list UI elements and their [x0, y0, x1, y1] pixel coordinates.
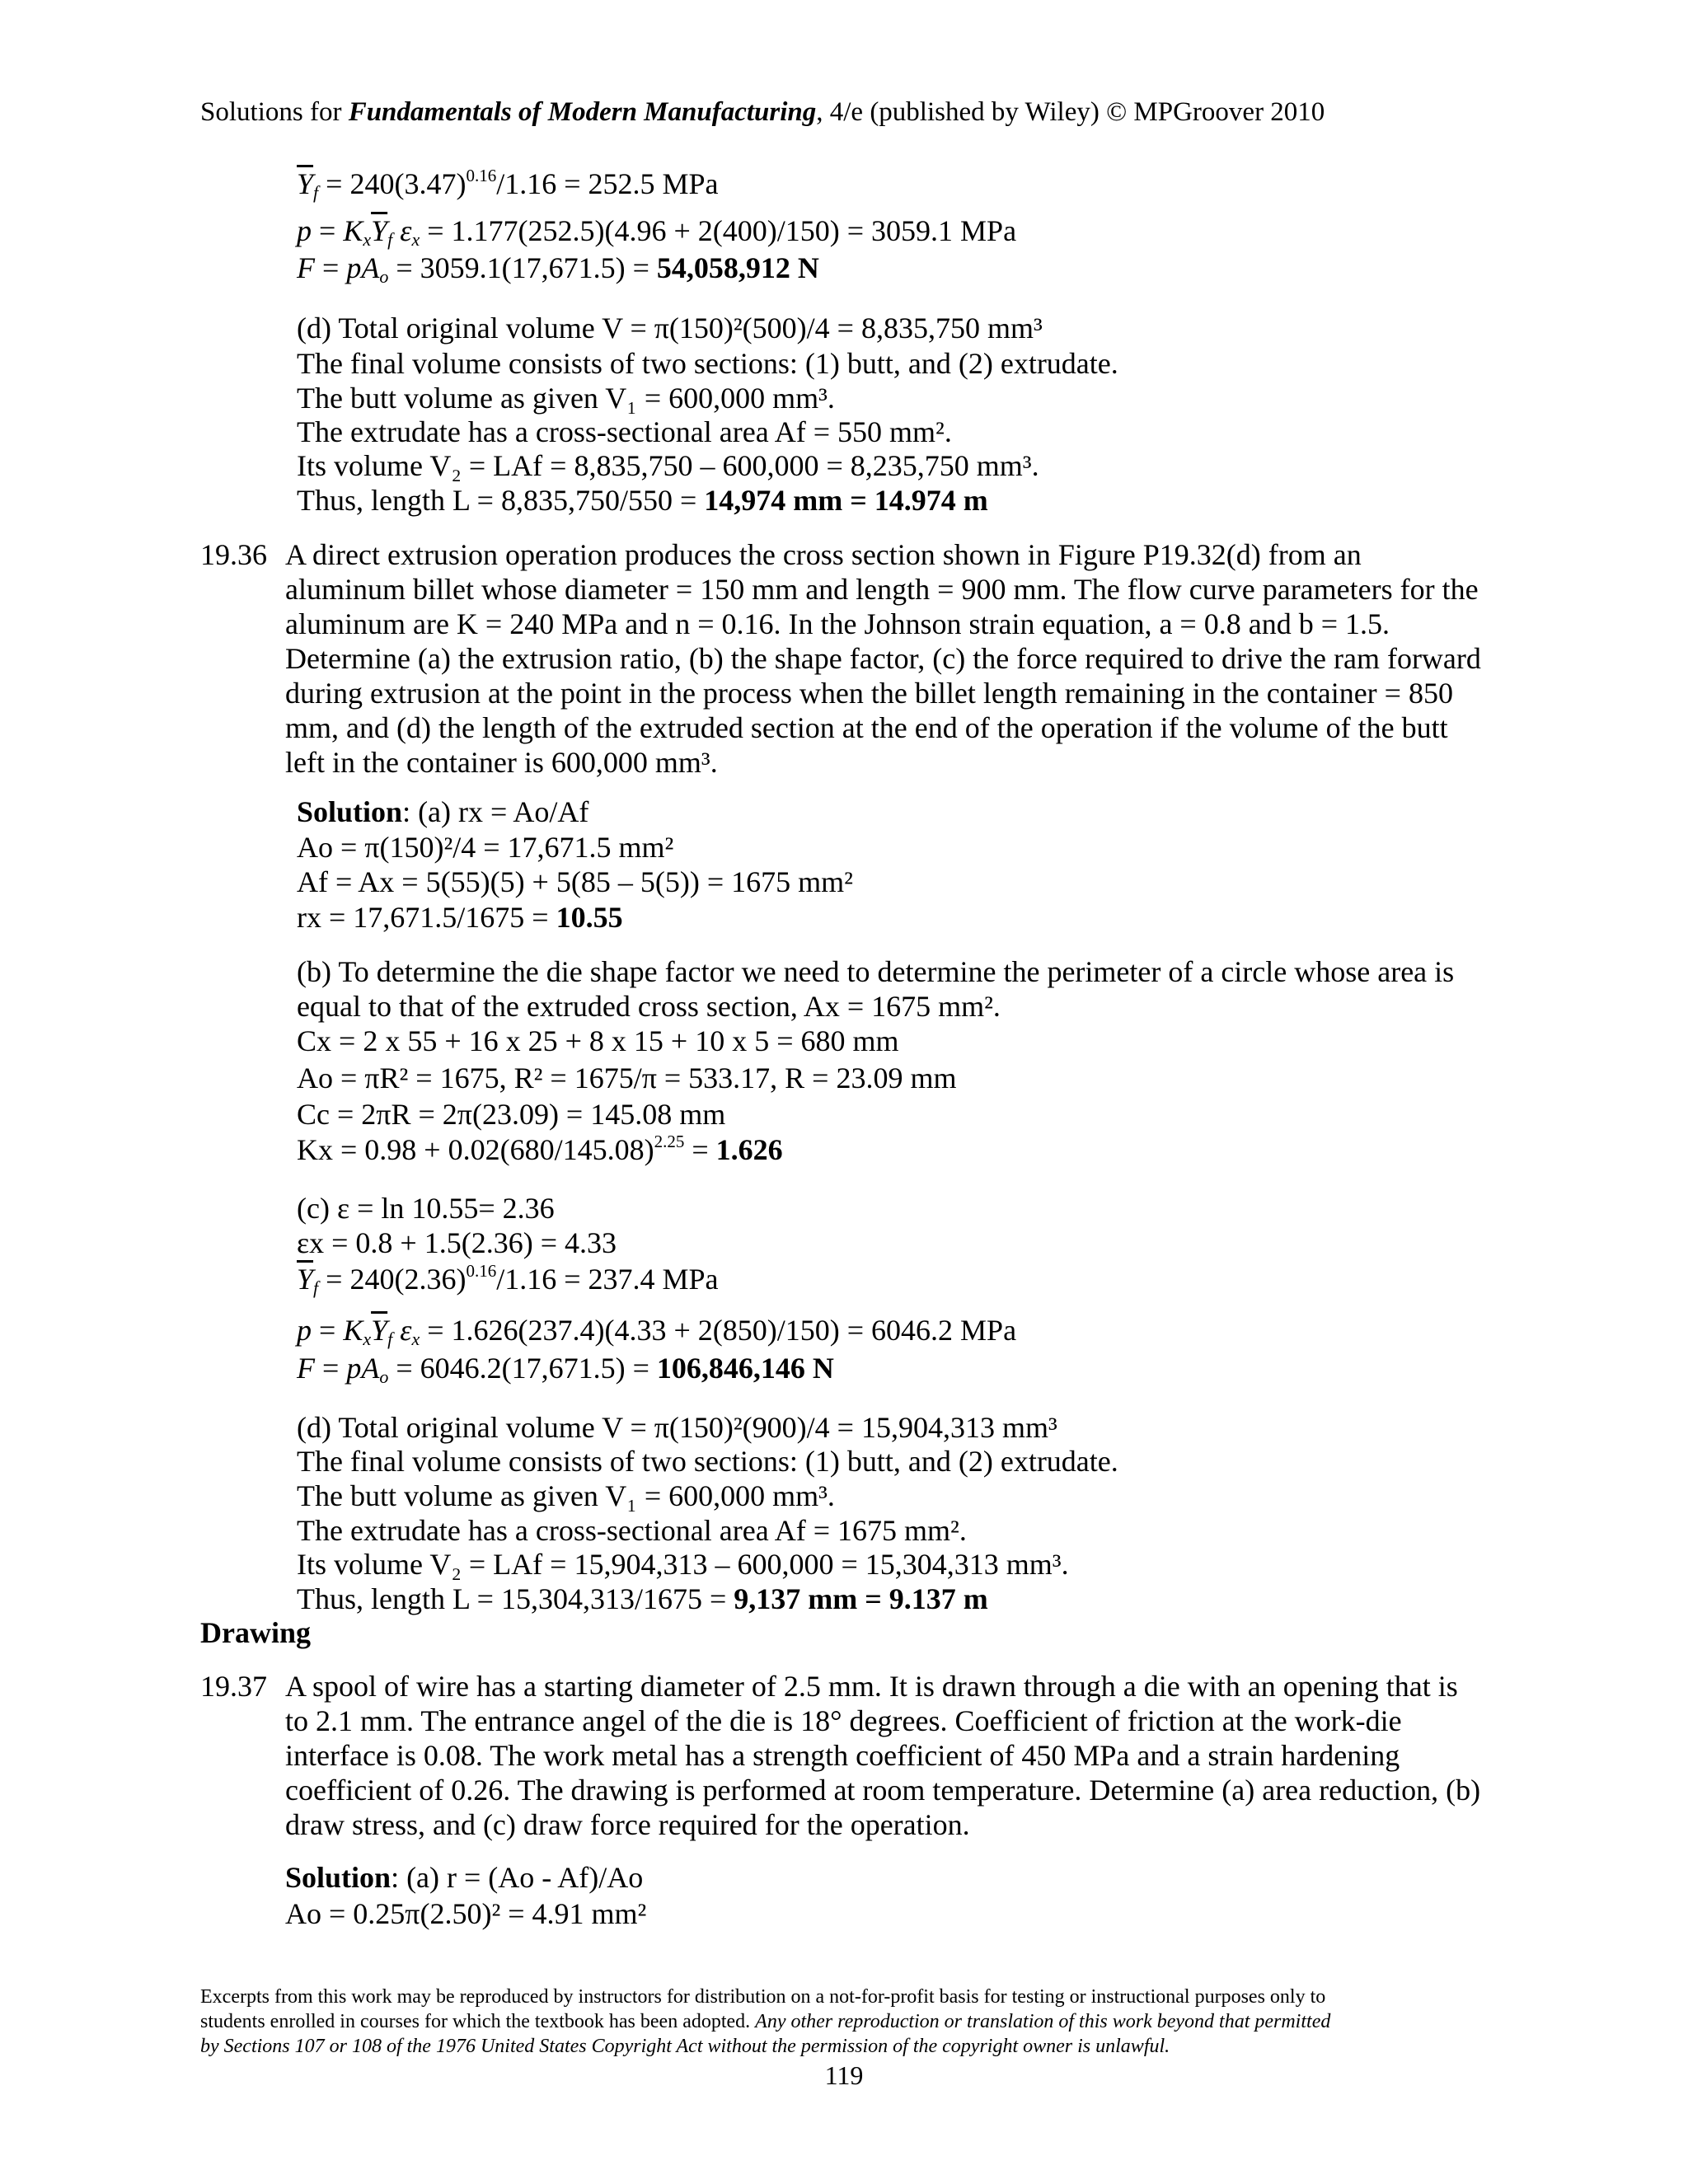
problem-1937-line: to 2.1 mm. The entrance angel of the die is 18° degrees. Coefficient of friction at the work-die: [285, 1704, 1402, 1737]
length-line: Thus, length L = 15,304,313/1675 = 9,137 mm = 9.137 m: [297, 1582, 988, 1615]
solution-label: Solution: [297, 795, 403, 828]
shape-factor-intro-line: (b) To determine the die shape factor we need to determine the perimeter of a circle whose area is: [297, 955, 1455, 988]
header-book-title: Fundamentals of Modern Manufacturing: [348, 97, 817, 127]
header-prefix: Solutions for: [200, 97, 349, 127]
solution-a-line: Solution: (a) rx = Ao/Af: [297, 795, 589, 828]
pressure-line-top: $p = K_x\overline{Y}_f$ $\varepsilon_x = 1.177(252.5)(4.96 + 2(400)/150) = 3059.1$ MPa: [297, 214, 1017, 250]
extrusion-ratio-line: rx = 17,671.5/1675 = 10.55: [297, 901, 623, 934]
problem-1936-line: left in the container is 600,000 mm³.: [285, 746, 718, 779]
solution-1937-line: Solution: (a) r = (Ao - Af)/Ao: [285, 1861, 644, 1894]
extrudate-area-line-top: The extrudate has a cross-sectional area Af = 550 mm².: [297, 415, 952, 448]
final-volume-line-top: The final volume consists of two sections: (1) butt, and (2) extrudate.: [297, 347, 1118, 380]
area-original-1937-line: Ao = 0.25π(2.50)² = 4.91 mm²: [285, 1897, 647, 1930]
pressure-line: $p = K_x\overline{Y}_f$ $\varepsilon_x = 1.626(237.4)(4.33 + 2(850)/150) = 6046.2$ MPa: [297, 1314, 1017, 1349]
yf-line: $\overline{Y}_f = 240(2.36)^{0.16}/1.16 = 237.4$ MPa: [297, 1261, 719, 1298]
footer-line: Excerpts from this work may be reproduced by instructors for distribution on a not-for-profit basis for testing or instructional purposes only to: [200, 1986, 1326, 2008]
extrudate-area-line: The extrudate has a cross-sectional area Af = 1675 mm².: [297, 1514, 967, 1547]
final-volume-line: The final volume consists of two sections: (1) butt, and (2) extrudate.: [297, 1445, 1118, 1478]
problem-1937-line: coefficient of 0.26. The drawing is performed at room temperature. Determine (a) area reduction, (b): [285, 1774, 1481, 1807]
problem-1937-line: A spool of wire has a starting diameter of 2.5 mm. It is drawn through a die with an opening that is: [285, 1670, 1458, 1703]
volume-line: (d) Total original volume V = π(150)²(900)/4 = 15,904,313 mm³: [297, 1411, 1057, 1444]
footer-line: students enrolled in courses for which the textbook has been adopted. Any other reproduction or translation of this work beyond that permitted: [200, 2011, 1331, 2032]
force-line: $F = pA_o = 6046.2(17,671.5) = 106,846,146$ N: [297, 1352, 834, 1387]
footer-line: by Sections 107 or 108 of the 1976 United States Copyright Act without the permission of the copyright owner is unlawful.: [200, 2036, 1170, 2057]
area-final-line: Af = Ax = 5(55)(5) + 5(85 – 5(5)) = 1675 mm²: [297, 865, 853, 898]
johnson-strain-line: εx = 0.8 + 1.5(2.36) = 4.33: [297, 1226, 617, 1259]
radius-line: Ao = πR² = 1675, R² = 1675/π = 533.17, R = 23.09 mm: [297, 1062, 957, 1094]
problem-1937-line: draw stress, and (c) draw force required for the operation.: [285, 1808, 970, 1841]
problem-1936-line: aluminum are K = 240 MPa and n = 0.16. In the Johnson strain equation, a = 0.8 and b = 1.5.: [285, 607, 1390, 640]
shape-factor-intro-line: equal to that of the extruded cross section, Ax = 1675 mm².: [297, 990, 1001, 1023]
copyright-footer: [200, 1985, 1503, 2059]
running-header: [200, 97, 1325, 128]
volume-line-top: (d) Total original volume V = π(150)²(500)/4 = 8,835,750 mm³: [297, 312, 1043, 344]
solution-label: Solution: [285, 1861, 392, 1894]
butt-volume-line: The butt volume as given V₁ = 600,000 mm³.: [297, 1479, 835, 1512]
problem-1936-line: A direct extrusion operation produces the cross section shown in Figure P19.32(d) from an: [285, 538, 1362, 571]
strain-line: (c) ε = ln 10.55= 2.36: [297, 1192, 555, 1225]
extrudate-volume-line: Its volume V₂ = LAf = 15,904,313 – 600,000 = 15,304,313 mm³.: [297, 1548, 1069, 1581]
problem-1936-line: mm, and (d) the length of the extruded section at the end of the operation if the volume of the butt: [285, 711, 1448, 744]
section-heading: Drawing: [200, 1616, 311, 1649]
force-line-top: $F = pA_o = 3059.1(17,671.5) = 54,058,912$ N: [297, 251, 819, 287]
area-original-line: Ao = π(150)²/4 = 17,671.5 mm²: [297, 831, 674, 864]
problem-number-1937: 19.37: [200, 1670, 267, 1703]
problem-1936-line: Determine (a) the extrusion ratio, (b) the shape factor, (c) the force required to drive the ram forward: [285, 642, 1481, 675]
problem-1937-line: interface is 0.08. The work metal has a strength coefficient of 450 MPa and a strain hardening: [285, 1739, 1400, 1772]
length-line-top: Thus, length L = 8,835,750/550 = 14,974 mm = 14.974 m: [297, 484, 988, 517]
problem-1936-line: during extrusion at the point in the process when the billet length remaining in the container = 850: [285, 677, 1453, 710]
extrudate-volume-line-top: Its volume V₂ = LAf = 8,835,750 – 600,000 = 8,235,750 mm³.: [297, 449, 1039, 482]
header-suffix: , 4/e (published by Wiley) © MPGroover 2010: [816, 97, 1325, 127]
butt-volume-line-top: The butt volume as given V₁ = 600,000 mm³.: [297, 382, 835, 415]
yf-line-top: $\overline{Y}_f = 240(3.47)^{0.16}/1.16 = 252.5$ MPa: [297, 166, 719, 203]
circle-perimeter-line: Cc = 2πR = 2π(23.09) = 145.08 mm: [297, 1098, 726, 1131]
problem-number-1936: 19.36: [200, 538, 267, 571]
perimeter-line: Cx = 2 x 55 + 16 x 25 + 8 x 15 + 10 x 5 = 680 mm: [297, 1024, 899, 1057]
page-number: 119: [824, 2060, 864, 2090]
shape-factor-line: $Kx = 0.98 + 0.02(680/145.08)^{2.25} = 1.626$: [297, 1132, 783, 1166]
problem-1936-line: aluminum billet whose diameter = 150 mm and length = 900 mm. The flow curve parameters for the: [285, 573, 1479, 606]
